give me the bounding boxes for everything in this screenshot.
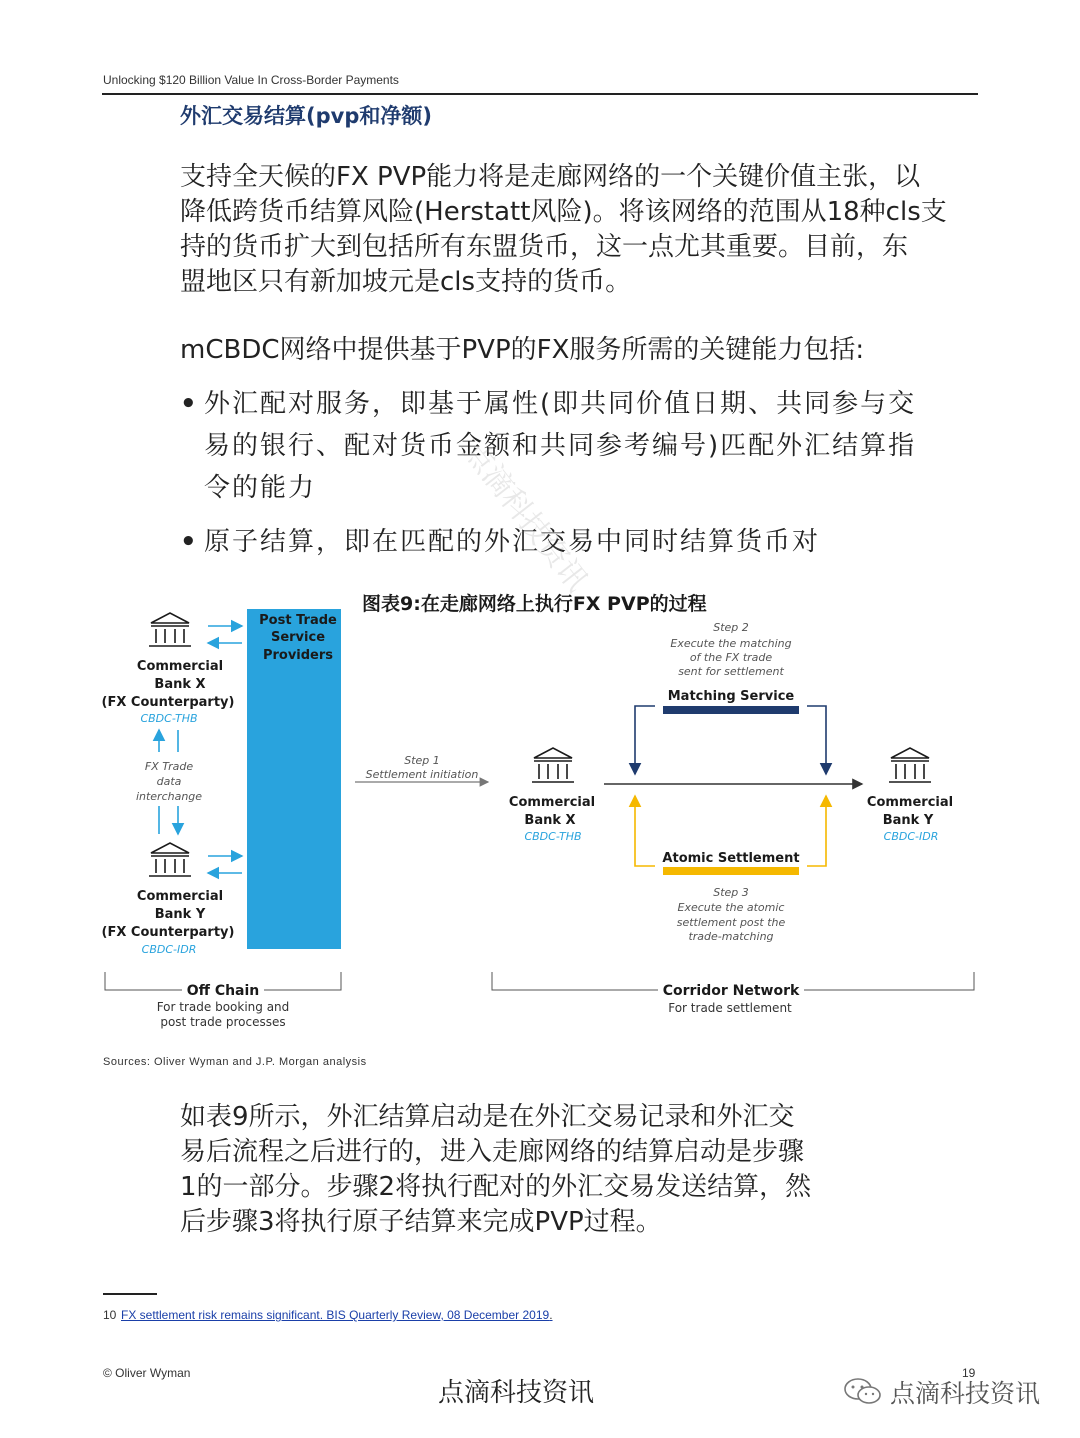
bank-x-right-line: Commercial (508, 795, 596, 810)
bullet-line: 令的能力 (204, 473, 317, 503)
fx-trade-note-line: data (156, 775, 182, 788)
wechat-icon (842, 1376, 884, 1406)
footnote-link-text[interactable]: FX settlement risk remains significant. BIS Quarterly Review, 08 December 2019 (121, 1308, 550, 1322)
post-trade-label-line: Providers (262, 648, 334, 663)
figure-sources: Sources: Oliver Wyman and J.P. Morgan analysis (103, 1056, 367, 1068)
corridor-title: Corridor Network (662, 983, 800, 999)
paragraph-1-line: 盟地区只有新加坡元是cls支持的货币。 (180, 267, 632, 297)
bank-y-right-line: Commercial (866, 795, 954, 810)
footnote-number: 10 (103, 1308, 117, 1322)
bullet-dot: • (180, 389, 199, 419)
bank-y-left-icon (149, 843, 191, 876)
paragraph-1-line: 支持全天候的FX PVP能力将是走廊网络的一个关键价值主张，以 (180, 162, 921, 192)
bank-y-left-currency: CBDC-IDR (141, 943, 197, 956)
bank-y-right-icon (889, 748, 931, 782)
bank-y-left-line: Bank Y (154, 907, 206, 922)
off-chain-bracket-right (264, 972, 341, 990)
step2-label: Step 2 (713, 621, 749, 634)
paragraph-2: mCBDC网络中提供基于PVP的FX服务所需的关键能力包括: (180, 335, 865, 365)
running-title: Unlocking $120 Billion Value In Cross-Border Payments (103, 73, 399, 87)
bullet-line: 外汇配对服务，即基于属性(即共同价值日期、共同参与交 (204, 389, 917, 419)
paragraph-3-line: 如表9所示，外汇结算启动是在外汇交易记录和外汇交 (180, 1102, 795, 1132)
bank-x-right-currency: CBDC-THB (524, 830, 582, 843)
wechat-brand: 点滴科技资讯 (890, 1379, 1041, 1408)
fx-trade-note-line: FX Trade (144, 760, 194, 773)
page-number: 19 (962, 1366, 976, 1380)
bank-x-left-line: Bank X (154, 677, 206, 692)
corridor-bracket-right (804, 972, 974, 990)
paragraph-3-line: 易后流程之后进行的，进入走廊网络的结算启动是步骤 (180, 1137, 805, 1167)
bank-x-left-currency: CBDC-THB (140, 712, 198, 725)
step2-desc-line: of the FX trade (689, 651, 773, 664)
atomic-settlement-bar (663, 867, 799, 875)
matching-left-arrow (635, 706, 655, 774)
section-title: 外汇交易结算(pvp和净额) (180, 104, 432, 128)
step1-label: Step 1 (404, 754, 440, 767)
matching-right-arrow (807, 706, 826, 774)
bank-x-left-line: Commercial (136, 659, 224, 674)
bullet-line: 原子结算，即在匹配的外汇交易中同时结算货币对 (204, 527, 821, 557)
footnote-link[interactable] (121, 1308, 553, 1322)
paragraph-1-line: 降低跨货币结算风险(Herstatt风险)。将该网络的范围从18种cls支 (180, 197, 947, 227)
atomic-right-arrow (807, 796, 826, 866)
step3-desc-line: Execute the atomic (677, 901, 785, 914)
post-trade-label-line: Post Trade (259, 613, 337, 628)
watermark: 点滴科技资讯 (456, 434, 595, 599)
paragraph-3 (180, 1100, 1020, 1240)
atomic-left-arrow (635, 796, 655, 866)
bank-y-left-line: Commercial (136, 889, 224, 904)
paragraph-3-line: 1的一部分。步骤2将执行配对的外汇交易发送结算，然 (180, 1172, 812, 1202)
bank-x-left-line: (FX Counterparty) (101, 695, 235, 710)
paragraph-1-line: 持的货币扩大到包括所有东盟货币，这一点尤其重要。目前，东 (180, 232, 909, 262)
matching-service-bar (663, 706, 799, 714)
off-chain-sub-line: post trade processes (160, 1015, 286, 1029)
footnote-suffix: . (549, 1308, 553, 1322)
bank-x-right-icon (532, 748, 574, 782)
off-chain-bracket-left (105, 972, 182, 990)
bullet-line: 易的银行、配对货币金额和共同参考编号)匹配外汇结算指 (204, 431, 917, 461)
fx-trade-note-line: interchange (135, 790, 203, 803)
corridor-bracket-left (492, 972, 658, 990)
bank-x-right-line: Bank X (524, 813, 576, 828)
bullet-dot: • (180, 527, 199, 557)
bank-y-left-line: (FX Counterparty) (101, 925, 235, 940)
bank-y-right-line: Bank Y (882, 813, 934, 828)
paragraph-3-line: 后步骤3将执行原子结算来完成PVP过程。 (180, 1207, 662, 1237)
bottom-brand: 点滴科技资讯 (438, 1378, 595, 1408)
matching-service-label: Matching Service (667, 689, 795, 704)
step1-desc: Settlement initiation (365, 768, 479, 781)
corridor-sub: For trade settlement (668, 1001, 792, 1015)
bank-y-right-currency: CBDC-IDR (883, 830, 939, 843)
bank-x-left-icon (149, 613, 191, 646)
step2-desc-line: sent for settlement (678, 665, 784, 678)
post-trade-label-line: Service (270, 630, 326, 645)
step3-desc-line: settlement post the (676, 916, 786, 929)
off-chain-sub-line: For trade booking and (156, 1000, 290, 1014)
step3-label: Step 3 (713, 886, 749, 899)
step2-desc-line: Execute the matching (670, 637, 792, 650)
copyright: © Oliver Wyman (103, 1366, 191, 1380)
off-chain-title: Off Chain (186, 983, 260, 999)
figure-title: 图表9:在走廊网络上执行FX PVP的过程 (362, 593, 707, 615)
footnote-rule (103, 1293, 157, 1295)
atomic-settlement-label: Atomic Settlement (662, 851, 800, 866)
step3-desc-line: trade-matching (688, 930, 774, 943)
